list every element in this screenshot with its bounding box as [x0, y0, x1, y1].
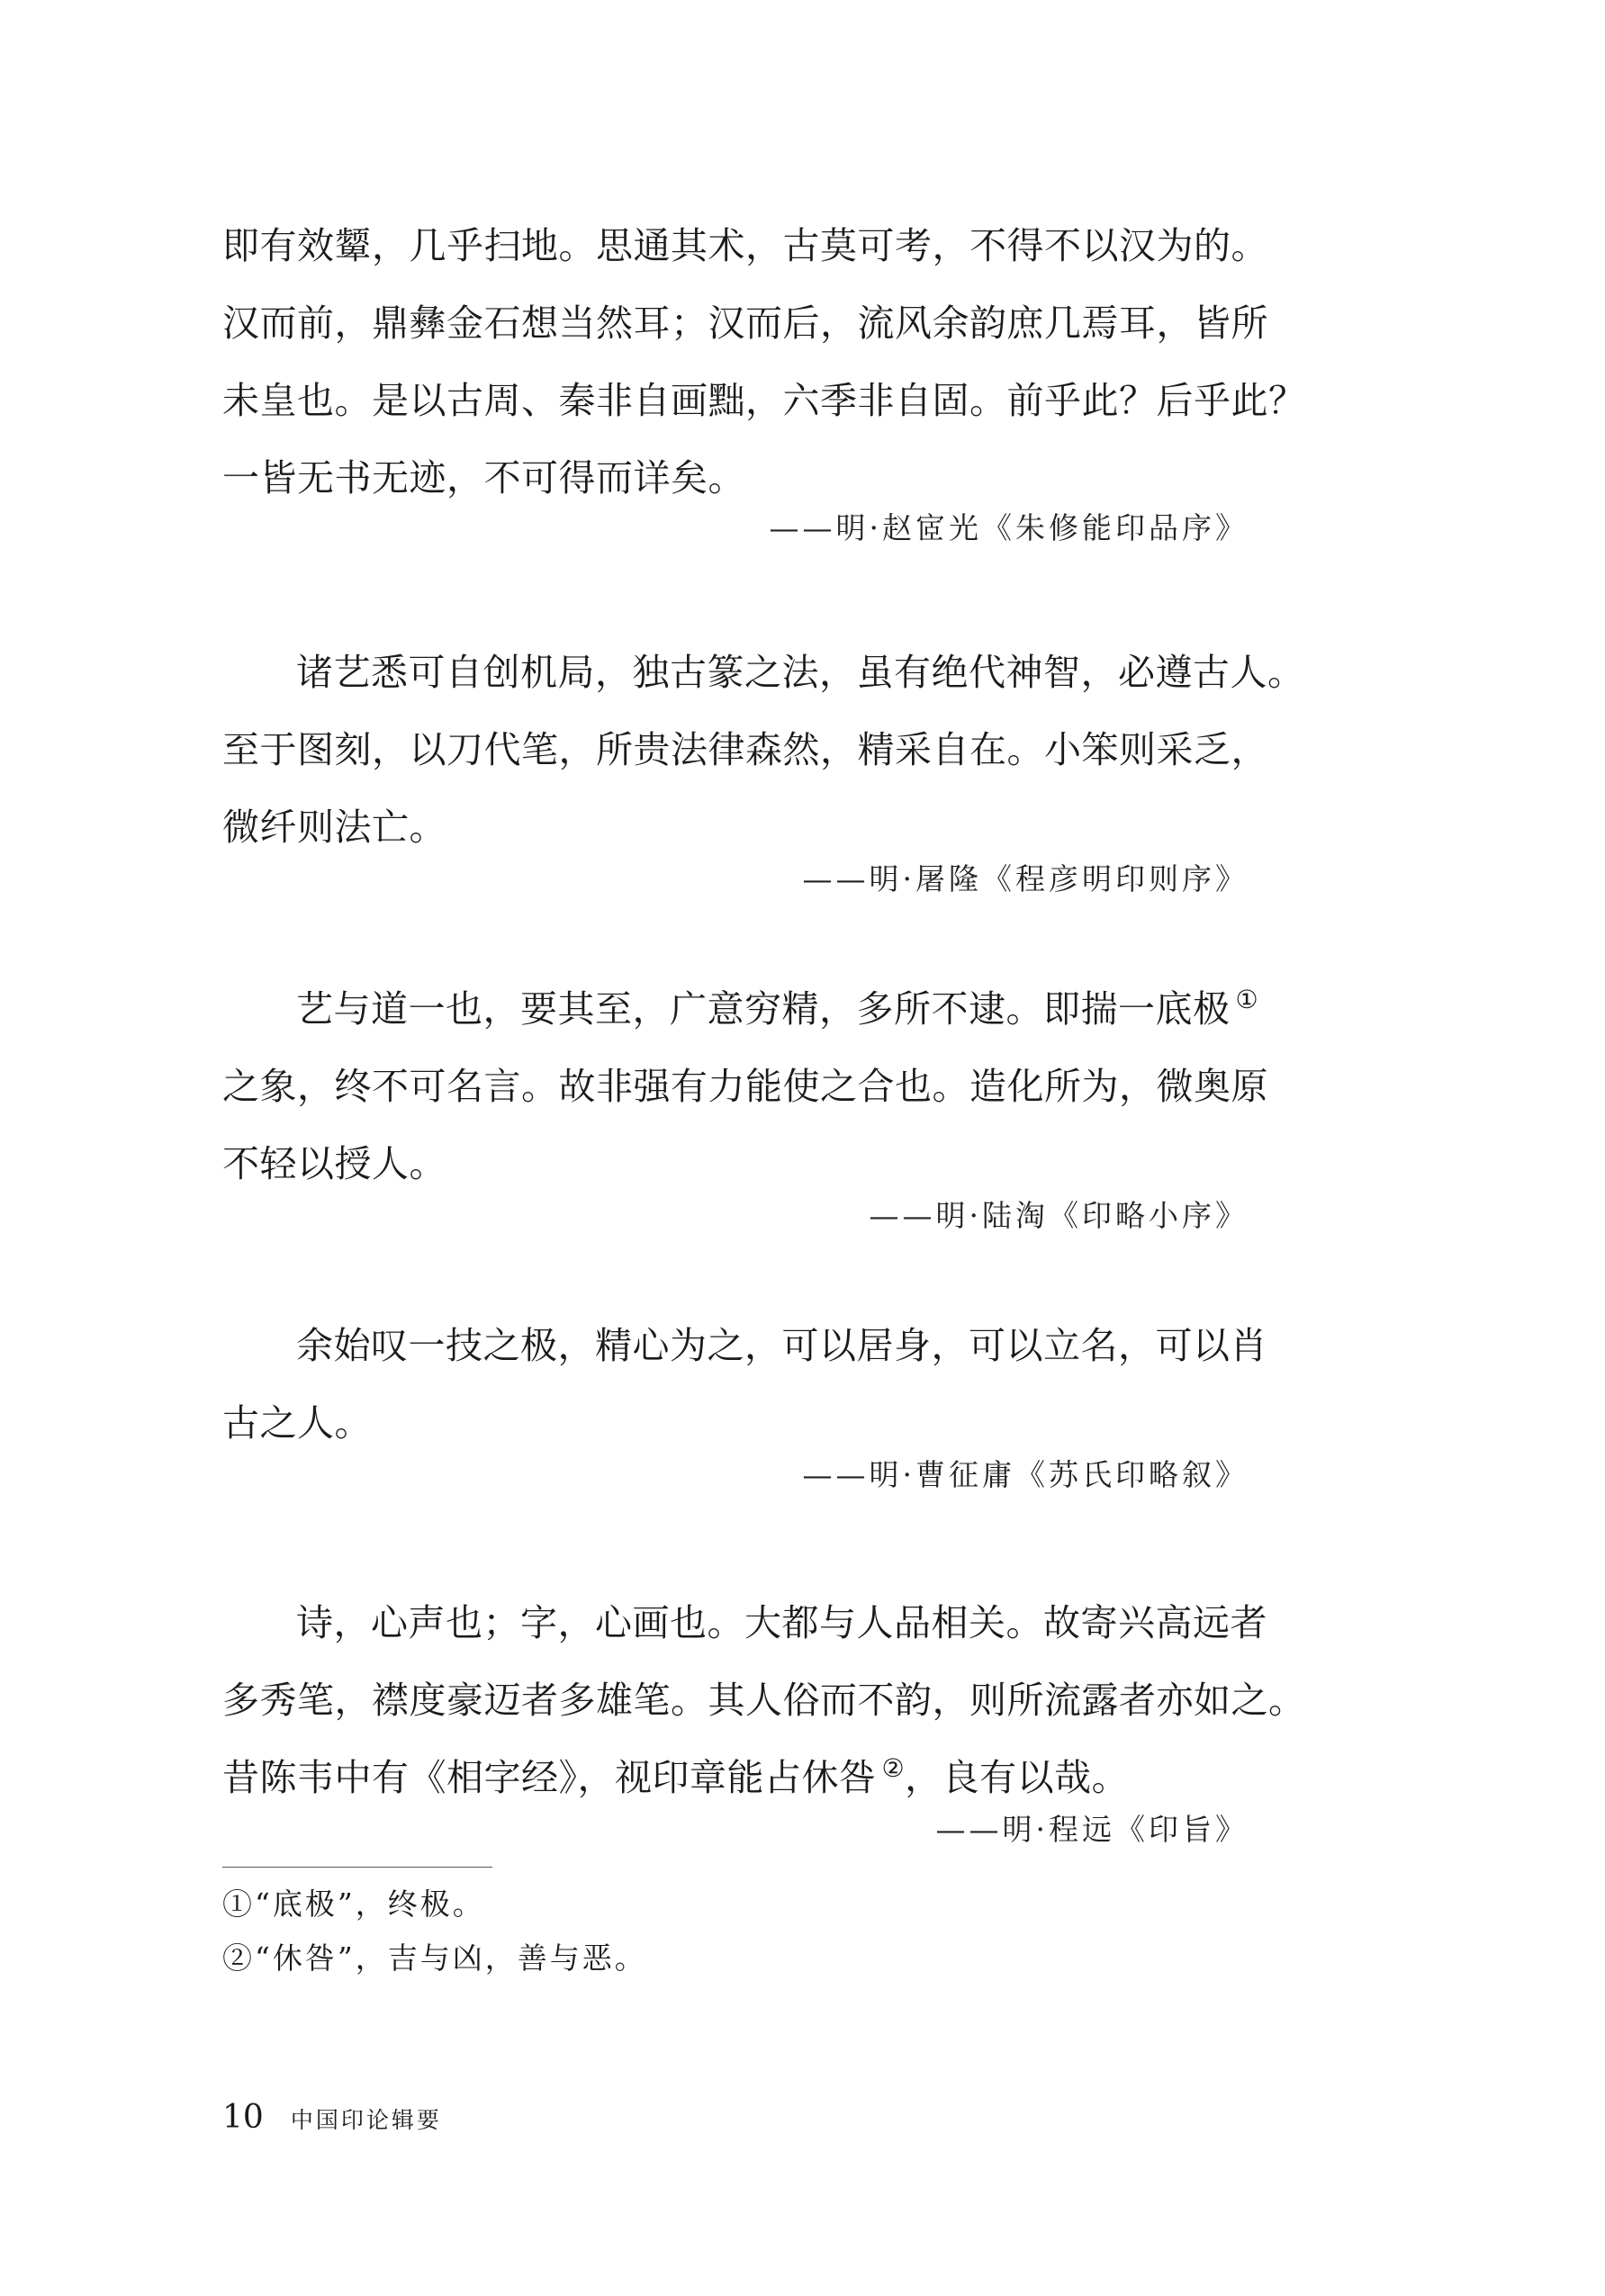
passage-line: 至于图刻，以刀代笔，所贵法律森然，精采自在。小笨则采乏， [222, 728, 1268, 771]
attribution: ——明·赵宧光《朱修能印品序》 [769, 510, 1249, 545]
passage-line: 多秀笔，襟度豪迈者多雄笔。其人俗而不韵，则所流露者亦如之。 [222, 1679, 1306, 1722]
passage-tu-long [222, 634, 1305, 904]
passage-line: 即有效颦，几乎扫地。思通其术，古莫可考，不得不以汉为的。 [222, 224, 1268, 267]
passage-line-text: ，良有以哉。 [905, 1756, 1130, 1799]
footnote-1: ①“底极”，终极。 [222, 1886, 485, 1922]
passage-line: 古之人。 [222, 1401, 372, 1445]
passage-line: 诸艺悉可自创机局，独古篆之法，虽有绝代神智，必遵古人。 [296, 651, 1305, 694]
passage-zhao-huanguang [222, 207, 1306, 549]
passage-line: 微纤则法亡。 [222, 806, 446, 849]
attribution: ——明·屠隆《程彦明印则序》 [802, 861, 1249, 896]
page-number: 10 [222, 2099, 264, 2136]
passage-lu-tao [222, 970, 1268, 1240]
passage-line [222, 1739, 1129, 1816]
passage-cheng-yuan [222, 1584, 1306, 1863]
footnote-reference-2[interactable]: ② [881, 1753, 906, 1784]
passage-line-text: 艺与道一也，要其至，广意穷精，多所不逮。即揣一底极 [296, 987, 1231, 1031]
attribution: ——明·陆淘《印略小序》 [869, 1198, 1249, 1233]
passage-line: 一皆无书无迹，不可得而详矣。 [222, 456, 745, 500]
passage-line: 未皇也。是以古周、秦非自画黜，六季非自固。前乎此？后乎此？ [222, 379, 1306, 422]
passage-line [296, 970, 1258, 1048]
attribution: ——明·程远《印旨》 [935, 1812, 1249, 1847]
passage-line: 余始叹一技之极，精心为之，可以居身，可以立名，可以肖 [296, 1324, 1267, 1367]
passage-line: 汉而前，鼎彝金石想当然耳；汉而后，流风余韵庶几焉耳，皆所 [222, 302, 1268, 345]
passage-line: 诗，心声也；字，心画也。大都与人品相关。故寄兴高远者 [296, 1601, 1267, 1644]
footnote-divider [222, 1867, 492, 1868]
footnote-2: ②“休咎”，吉与凶，善与恶。 [222, 1940, 647, 1976]
passage-line: 之象，终不可名言。故非强有力能使之合也。造化所为，微奥原 [222, 1065, 1268, 1108]
footnote-reference-1[interactable]: ① [1235, 985, 1259, 1015]
page-footer [222, 2099, 442, 2136]
running-title: 中国印论辑要 [290, 2107, 442, 2133]
passage-line-text: 昔陈韦中有《相字经》，视印章能占休咎 [222, 1756, 877, 1799]
passage-cao-zhengyong [222, 1307, 1267, 1505]
passage-line: 不轻以授人。 [222, 1142, 446, 1185]
attribution: ——明·曹征庸《苏氏印略叙》 [802, 1457, 1249, 1492]
